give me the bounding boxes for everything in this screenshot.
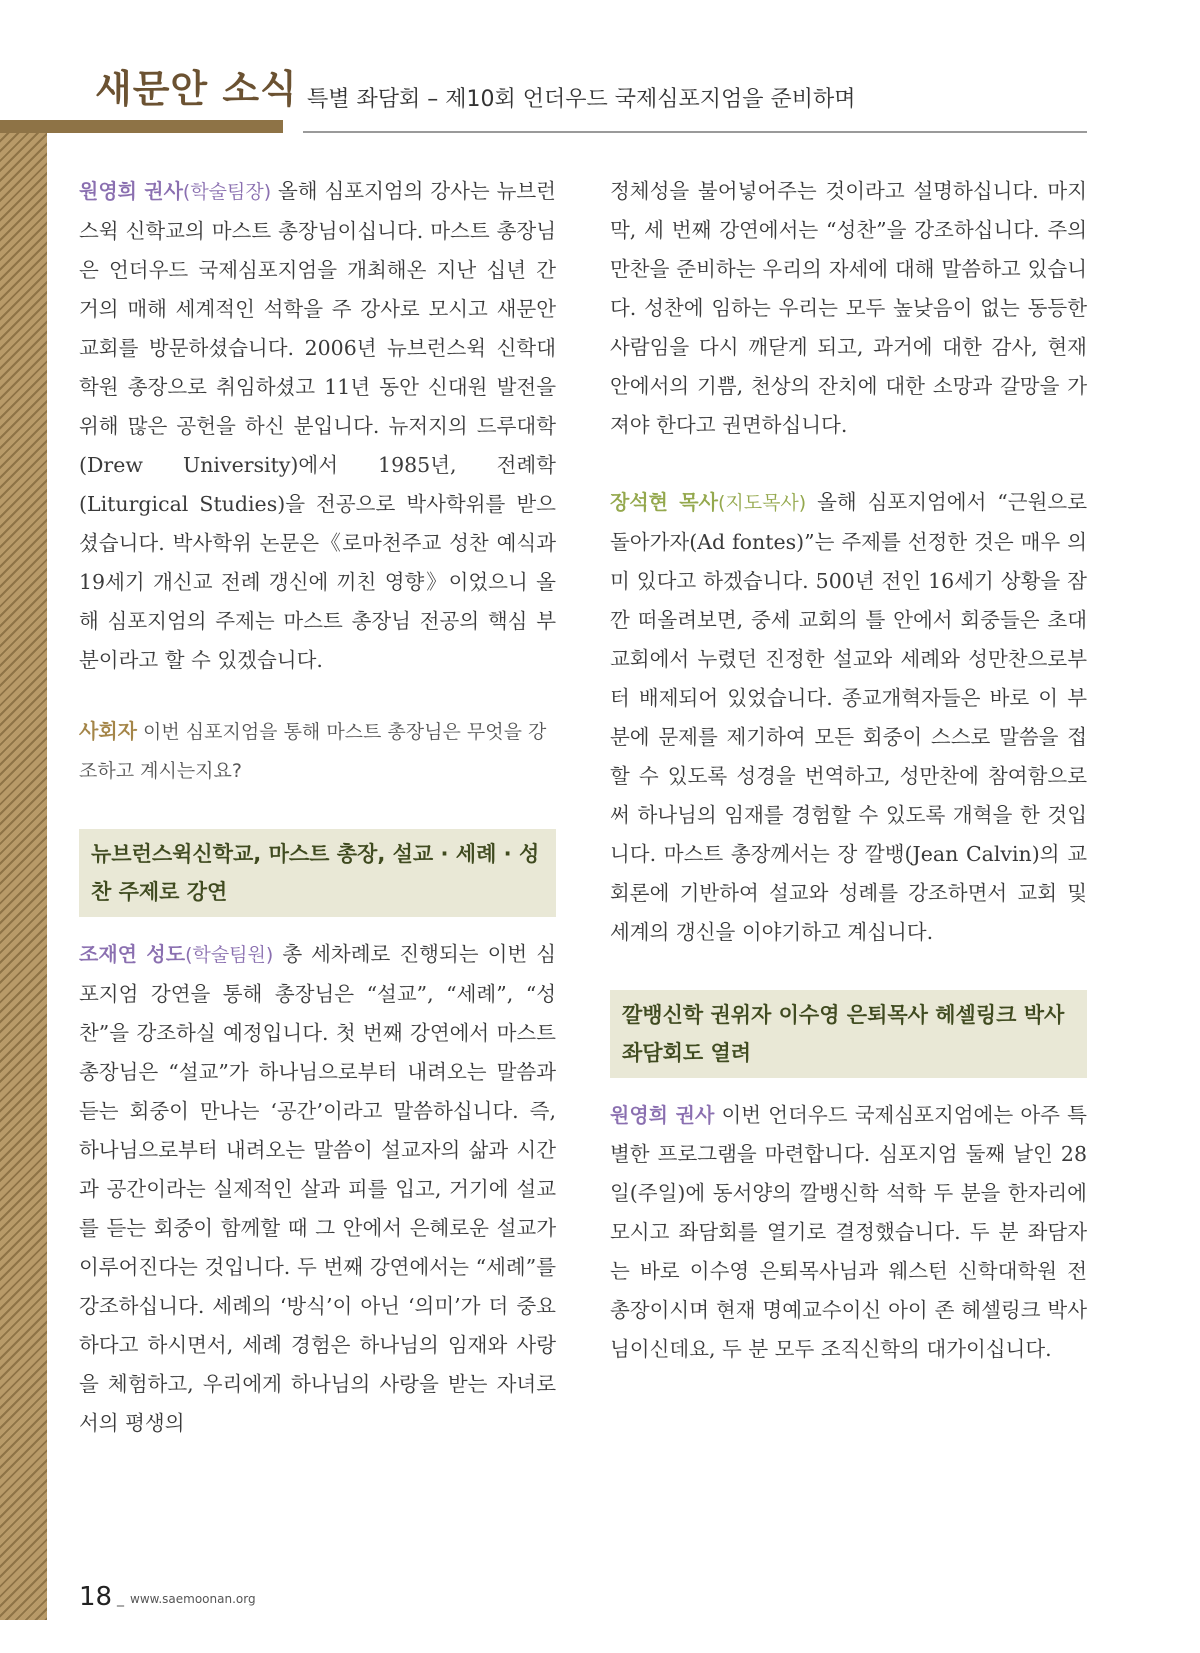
speaker-name: 원영희 권사	[610, 1103, 715, 1127]
article-subtitle: 특별 좌담회 – 제10회 언더우드 국제심포지엄을 준비하며	[307, 87, 856, 112]
subheading-box: 뉴브런스윅신학교, 마스트 총장, 설교 · 세례 · 성찬 주제로 강연	[79, 829, 556, 917]
paragraph	[610, 483, 1087, 952]
page-number: 18	[79, 1582, 113, 1612]
speaker-name: 장석현 목사	[610, 490, 718, 514]
footer-separator: _	[117, 1591, 124, 1607]
paragraph-text: 이번 언더우드 국제심포지엄에는 아주 특별한 프로그램을 마련합니다. 심포지엄 둘째 날인 28일(주일)에 동서양의 깔뱅신학 석학 두 분을 한자리에 모시고 좌담회를 열기로 결정했습니다. 두 분 좌담자는 바로 이수영 은퇴목사님과 웨스턴 신학대학원 전 총장이시며 현재 명예교수이신 아이 존 헤셀링크 박사님이신데요, 두 분 모두 조직신학의 대가이십니다.	[610, 1103, 1087, 1361]
right-column	[610, 172, 1087, 1369]
left-column	[79, 172, 556, 1443]
speaker-name: 사회자	[79, 719, 137, 743]
header-divider	[303, 131, 1087, 133]
paragraph-text: 총 세차례로 진행되는 이번 심포지엄 강연을 통해 총장님은 “설교”, “세례”, “성찬”을 강조하실 예정입니다. 첫 번째 강연에서 마스트 총장님은 “설교”가 하나님으로부터 내려오는 말씀과 듣는 회중이 만나는 ‘공간’이라고 말씀하십니다. 즉, 하나님으로부터 내려오는 말씀이 설교자의 삶과 시간과 공간이라는 실제적인 살과 피를 입고, 거기에 설교를 듣는 회중이 함께할 때 그 안에서 은혜로운 설교가 이루어진다는 것입니다. 두 번째 강연에서는 “세례”를 강조하십니다. 세례의 ‘방식’이 아닌 ‘의미’가 더 중요하다고 하시면서, 세례 경험은 하나님의 임재와 사랑을 체험하고, 우리에게 하나님의 사랑을 받는 자녀로서의 평생의	[79, 942, 556, 1435]
subheading-box: 깔뱅신학 권위자 이수영 은퇴목사 헤셀링크 박사 좌담회도 열려	[610, 990, 1087, 1078]
paragraph-text: 올해 심포지엄의 강사는 뉴브런스윅 신학교의 마스트 총장님이십니다. 마스트 총장님은 언더우드 국제심포지엄을 개최해온 지난 십년 간 거의 매해 세계적인 석학을 주 강사로 모시고 새문안교회를 방문하셨습니다. 2006년 뉴브런스윅 신학대학원 총장으로 취임하셨고 11년 동안 신대원 발전을 위해 많은 공헌을 하신 분입니다. 뉴저지의 드루대학(Drew University)에서 1985년, 전례학(Liturgical Studies)을 전공으로 박사학위를 받으셨습니다. 박사학위 논문은《로마천주교 성찬 예식과 19세기 개신교 전례 갱신에 끼친 영향》이었으니 올해 심포지엄의 주제는 마스트 총장님 전공의 핵심 부분이라고 할 수 있겠습니다.	[79, 179, 556, 672]
speaker-role: (지도목사)	[717, 492, 807, 514]
paragraph	[79, 172, 556, 680]
paragraph	[610, 1096, 1087, 1369]
website-url: www.saemoonan.org	[130, 1592, 256, 1606]
question-text: 이번 심포지엄을 통해 마스트 총장님은 무엇을 강조하고 계시는지요?	[79, 721, 547, 782]
paragraph	[79, 935, 556, 1443]
speaker-role: (학술팀원)	[185, 944, 274, 966]
moderator-question	[79, 712, 556, 791]
paragraph-text: 올해 심포지엄에서 “근원으로 돌아가자(Ad fontes)”는 주제를 선정한 것은 매우 의미 있다고 하겠습니다. 500년 전인 16세기 상황을 잠깐 떠올려보면, 중세 교회의 틀 안에서 회중들은 초대 교회에서 누렸던 진정한 설교와 세례와 성만찬으로부터 배제되어 있었습니다. 종교개혁자들은 바로 이 부분에 문제를 제기하여 모든 회중이 스스로 말씀을 접할 수 있도록 성경을 번역하고, 성만찬에 참여함으로써 하나님의 임재를 경험할 수 있도록 개혁을 한 것입니다. 마스트 총장께서는 장 깔뱅(Jean Calvin)의 교회론에 기반하여 설교와 성례를 강조하면서 교회 및 세계의 갱신을 이야기하고 계십니다.	[610, 490, 1087, 944]
paragraph	[610, 172, 1087, 445]
speaker-role: (학술팀장)	[182, 181, 272, 203]
decorative-top-bar	[0, 120, 283, 133]
paragraph-text: 정체성을 불어넣어주는 것이라고 설명하십니다. 마지막, 세 번째 강연에서는 “성찬”을 강조하십니다. 주의 만찬을 준비하는 우리의 자세에 대해 말씀하고 있습니다. 성찬에 임하는 우리는 모두 높낮음이 없는 동등한 사람임을 다시 깨닫게 되고, 과거에 대한 감사, 현재 안에서의 기쁨, 천상의 잔치에 대한 소망과 갈망을 가져야 한다고 권면하십니다.	[610, 179, 1087, 437]
speaker-name: 원영희 권사	[79, 179, 183, 203]
decorative-side-stripe	[0, 120, 47, 1620]
speaker-name: 조재연 성도	[79, 942, 186, 966]
section-title: 새문안 소식	[95, 67, 298, 111]
